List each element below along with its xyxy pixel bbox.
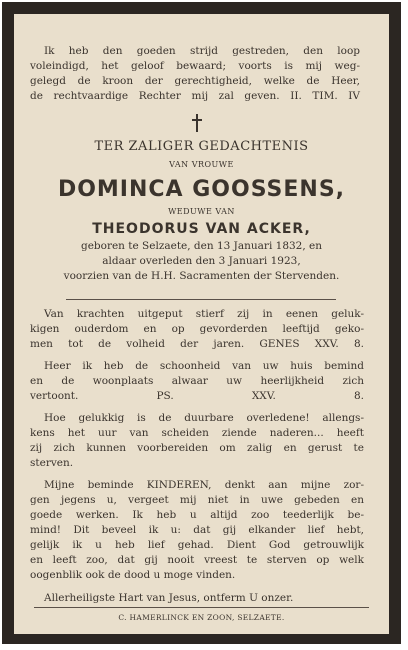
para4-line-1: Mijne beminde KINDEREN, denkt aan mijne zor- <box>44 479 364 491</box>
para2-line-3: vertoont. PS. XXV. 8. <box>30 390 364 402</box>
quote-line-4: de rechtvaardige Rechter mij zal geven. II. TIM. IV <box>30 90 360 102</box>
widow-label: WEDUWE VAN <box>168 207 235 216</box>
para4-line-2: gen jegens u, vergeet mij niet in uwe gebeden en <box>30 494 364 506</box>
header-title: TER ZALIGER GEDACHTENIS <box>94 139 309 154</box>
quote-line-1: Ik heb den goeden strijd gestreden, den loop <box>44 45 360 57</box>
para1-line-1: Van krachten uitgeput stierf zij in eenen geluk- <box>44 308 364 320</box>
memorial-card <box>14 14 389 634</box>
para3-line-3: zij zich kunnen voorbereiden om zalig en gerust te <box>30 442 364 454</box>
para2-line-1: Heer ik heb de schoonheid van uw huis bemind <box>44 360 364 372</box>
husband-name: THEODORUS VAN ACKER, <box>92 221 311 237</box>
quote-line-2: voleindigd, het geloof bewaard; voorts is mij weg- <box>30 60 360 72</box>
death-line: aldaar overleden den 3 Januari 1923, <box>102 255 301 267</box>
para3-line-4: sterven. <box>30 457 74 469</box>
divider <box>66 299 336 300</box>
para3-line-1: Hoe gelukkig is de duurbare overledene! allengs- <box>44 412 364 424</box>
deceased-name: DOMINCA GOOSSENS, <box>57 177 346 202</box>
sacraments-line: voorzien van de H.H. Sacramenten der Stervenden. <box>63 270 340 282</box>
para4-line-4: mind! Dit beveel ik u: dat gij elkander lief hebt, <box>30 524 364 536</box>
quote-line-3: gelegd de kroon der gerechtigheid, welke de Heer, <box>30 75 360 87</box>
header-subtitle: VAN VROUWE <box>169 160 234 169</box>
cross-icon <box>190 113 204 133</box>
para4-line-6: en leeft zoo, dat gij nooit vreest te sterven op welk <box>30 554 364 566</box>
birth-line: geboren te Selzaete, den 13 Januari 1832, en <box>80 240 323 252</box>
printer-imprint: C. HAMERLINCK EN ZOON, SELZAETE. <box>118 613 285 622</box>
memorial-card-border <box>2 2 401 644</box>
para1-line-3: men tot de volheid der jaren. GENES XXV. 8. <box>30 338 364 350</box>
para3-line-2: kens het uur van scheiden ziende naderen... heeft <box>30 427 364 439</box>
para2-line-2: en de woonplaats alwaar uw heerlijkheid zich <box>30 375 364 387</box>
para4-line-7: oogenblik ook de dood u moge vinden. <box>30 569 236 581</box>
para1-line-2: kigen ouderdom en op gevorderden leeftijd geko- <box>30 323 364 335</box>
footer-divider <box>34 607 369 608</box>
para4-line-3: goede werken. Ik heb u altijd zoo teederlijk be- <box>30 509 364 521</box>
closing-prayer: Allerheiligste Hart van Jesus, ontferm U onzer. <box>44 592 294 604</box>
para4-line-5: gelijk ik u heb lief gehad. Dient God getrouwlijk <box>30 539 364 551</box>
